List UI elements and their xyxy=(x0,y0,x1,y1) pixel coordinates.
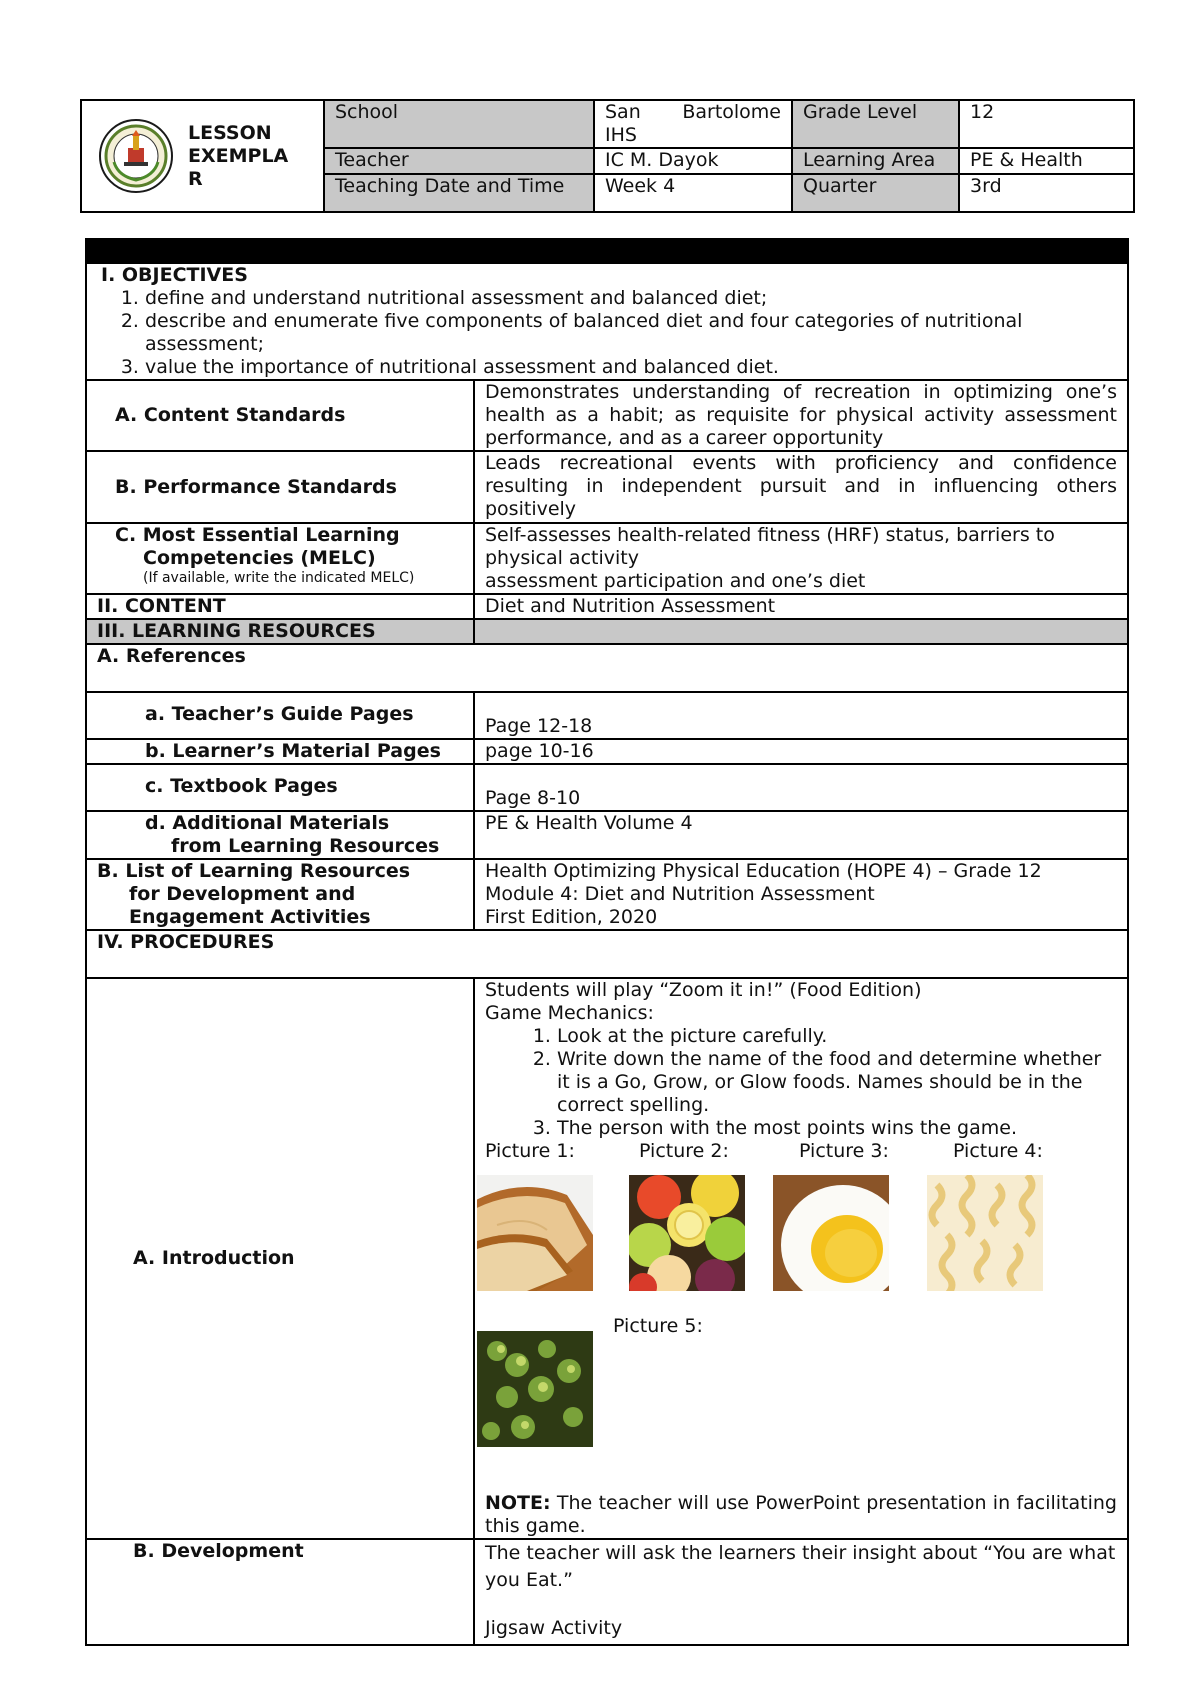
development-label: B. Development xyxy=(86,1539,474,1645)
grade-label: Grade Level xyxy=(792,100,959,148)
mechanics-steps xyxy=(485,1025,1117,1140)
fruits-photo xyxy=(629,1175,745,1291)
list-resources-value: Health Optimizing Physical Education (HOPE 4) – Grade 12 Module 4: Diet and Nutrition Assessment First Edition, 2020 xyxy=(474,859,1128,930)
picture-3-label: Picture 3: xyxy=(799,1140,889,1162)
additional-materials-value: PE & Health Volume 4 xyxy=(474,811,1128,859)
egg-photo xyxy=(773,1175,889,1291)
development-text: The teacher will ask the learners their insight about “You are what you Eat.” xyxy=(485,1542,1116,1591)
mechanics-label: Game Mechanics: xyxy=(485,1002,654,1024)
picture-5-label: Picture 5: xyxy=(613,1315,703,1337)
grade-value: 12 xyxy=(959,100,1134,148)
content-standards-text: Demonstrates understanding of recreation in optimizing one’s health as a habit; as requisite for physical activity assessment performance, and as a career opportunity xyxy=(474,380,1128,451)
introduction-content xyxy=(474,978,1128,1539)
header-table xyxy=(80,99,1135,213)
picture-2-label: Picture 2: xyxy=(639,1140,729,1162)
performance-standards-text: Leads recreational events with proficiency and confidence resulting in independent pursuit and in influencing others positively xyxy=(474,451,1128,523)
picture-grid xyxy=(485,1140,1117,1492)
school-value: San Bartolome IHS xyxy=(594,100,792,148)
tg-value: Page 12-18 xyxy=(474,692,1128,739)
list-resources-label: B. List of Learning Resources for Development and Engagement Activities xyxy=(86,859,474,930)
step-item: 1. Look at the picture carefully. xyxy=(557,1025,1117,1048)
lesson-exemplar-title: LESSON EXEMPLA R xyxy=(188,121,289,190)
quarter-label: Quarter xyxy=(792,174,959,212)
introduction-label: A. Introduction xyxy=(86,978,474,1539)
objectives-section xyxy=(86,263,1128,380)
objectives-heading: I. OBJECTIVES xyxy=(101,264,248,286)
school-label: School xyxy=(324,100,594,148)
objective-item: 3. value the importance of nutritional assessment and balanced diet. xyxy=(145,356,1117,379)
seaweed-photo xyxy=(477,1331,593,1447)
pasta-photo xyxy=(927,1175,1043,1291)
procedures-heading: IV. PROCEDURES xyxy=(86,930,1128,978)
content-label: II. CONTENT xyxy=(86,594,474,619)
objectives-list xyxy=(97,287,1117,379)
performance-standards-label: B. Performance Standards xyxy=(86,451,474,523)
references-heading: A. References xyxy=(86,644,1128,692)
picture-4-label: Picture 4: xyxy=(953,1140,1043,1162)
learning-resources-heading: III. LEARNING RESOURCES xyxy=(86,619,474,644)
note-text: NOTE: The teacher will use PowerPoint presentation in facilitating this game. xyxy=(485,1492,1117,1537)
black-band xyxy=(86,239,1128,263)
step-item: 2. Write down the name of the food and determine whether it is a Go, Grow, or Glow foods. Names should be in the correct spelling. xyxy=(557,1048,1117,1117)
objective-item: 2. describe and enumerate five components of balanced diet and four categories of nutritional assessment; xyxy=(145,310,1117,356)
quarter-value: 3rd xyxy=(959,174,1134,212)
lm-label: b. Learner’s Material Pages xyxy=(86,739,474,764)
additional-materials-label: d. Additional Materials from Learning Resources xyxy=(86,811,474,859)
teacher-label: Teacher xyxy=(324,148,594,173)
intro-line: Students will play “Zoom it in!” (Food Edition) xyxy=(485,979,922,1001)
date-label: Teaching Date and Time xyxy=(324,174,594,212)
school-seal-logo xyxy=(98,118,174,194)
jigsaw-activity: Jigsaw Activity xyxy=(485,1617,623,1639)
learning-resources-blank xyxy=(474,619,1128,644)
area-value: PE & Health xyxy=(959,148,1134,173)
tg-label: a. Teacher’s Guide Pages xyxy=(86,692,474,739)
content-standards-label: A. Content Standards xyxy=(86,380,474,451)
picture-1-label: Picture 1: xyxy=(485,1140,575,1162)
step-item: 3. The person with the most points wins the game. xyxy=(557,1117,1117,1140)
header-logo-cell xyxy=(81,100,324,212)
tb-label: c. Textbook Pages xyxy=(86,764,474,811)
melc-text: Self-assesses health-related fitness (HRF) status, barriers to physical activity assessment participation and one’s diet xyxy=(474,523,1128,594)
tb-value: Page 8-10 xyxy=(474,764,1128,811)
area-label: Learning Area xyxy=(792,148,959,173)
date-value: Week 4 xyxy=(594,174,792,212)
melc-label: C. Most Essential Learning Competencies (MELC) (If available, write the indicated MELC) xyxy=(86,523,474,594)
objective-item: 1. define and understand nutritional assessment and balanced diet; xyxy=(145,287,1117,310)
lm-value: page 10-16 xyxy=(474,739,1128,764)
bread-photo xyxy=(477,1175,593,1291)
main-table xyxy=(85,238,1129,1646)
content-value: Diet and Nutrition Assessment xyxy=(474,594,1128,619)
teacher-value: IC M. Dayok xyxy=(594,148,792,173)
development-content xyxy=(474,1539,1128,1645)
